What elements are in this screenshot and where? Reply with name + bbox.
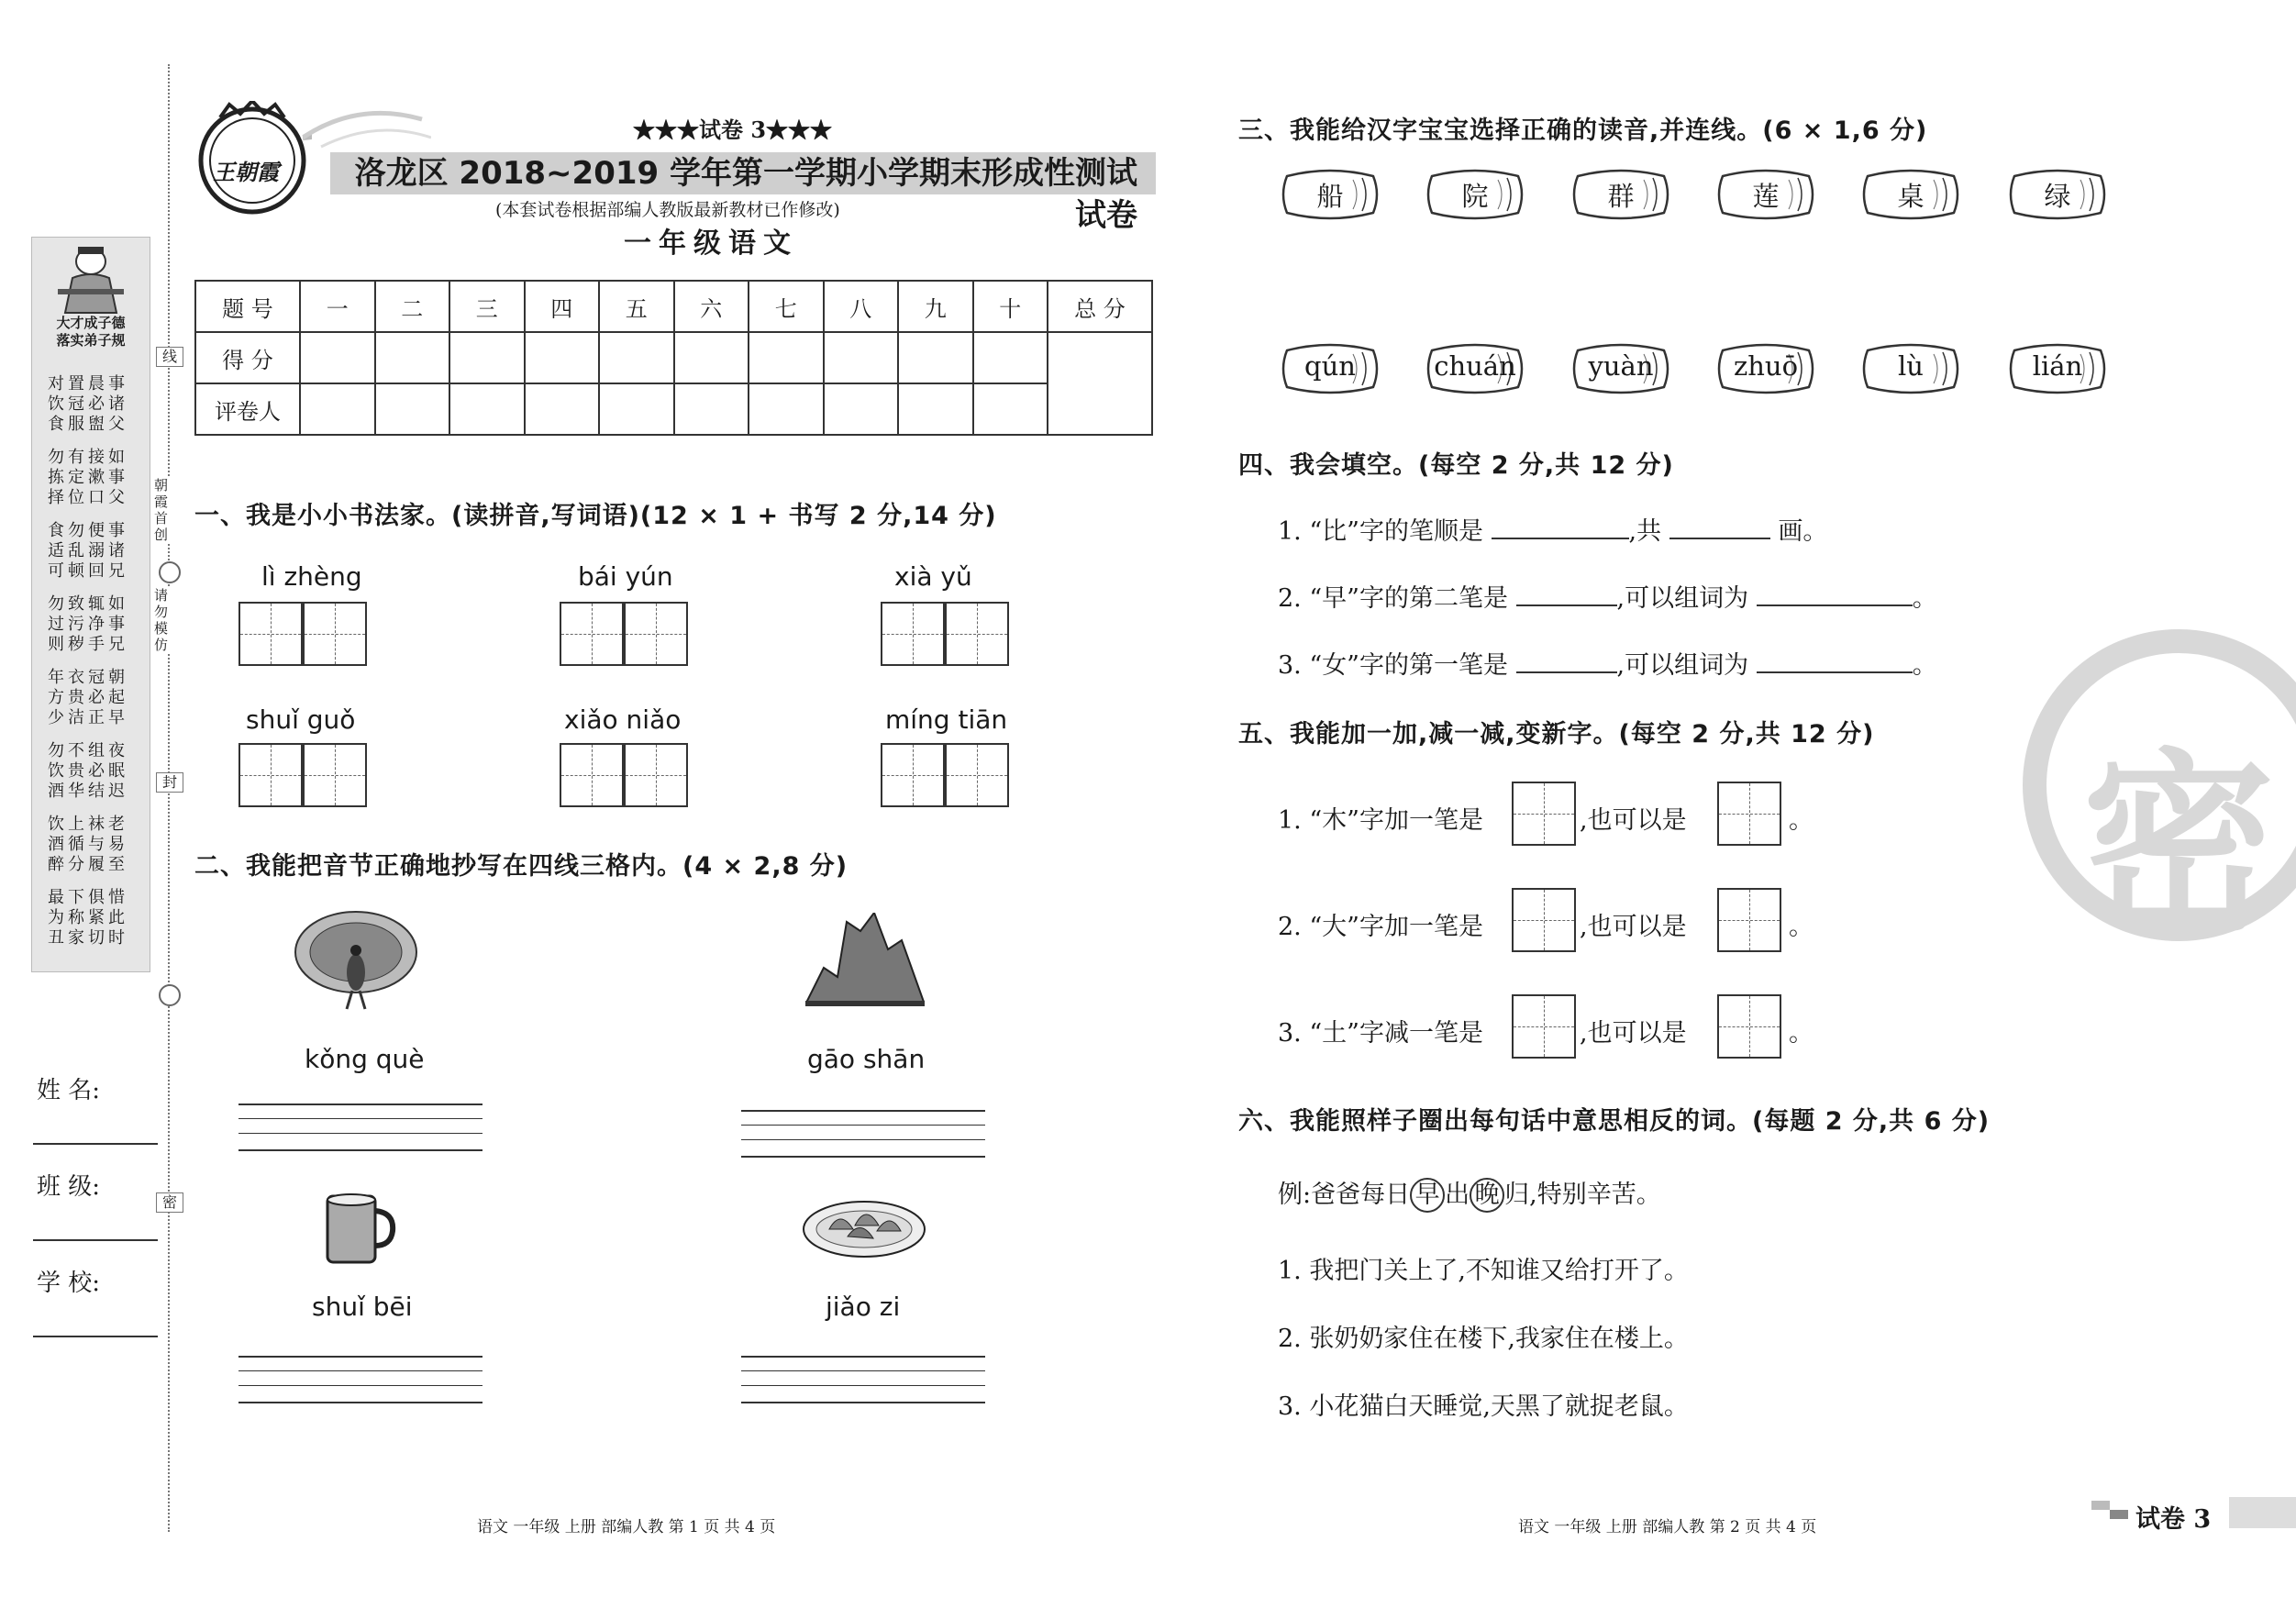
q5-line-1-c: 。 (1789, 806, 1814, 835)
q5-line-2-c: 。 (1789, 913, 1814, 941)
column-header: 三 (449, 281, 525, 332)
row-header: 题 号 (195, 281, 300, 332)
q2-heading: 二、我能把音节正确地抄写在四线三格内。(4 × 2,8 分) (194, 852, 849, 881)
q5-line-1-b: ,也可以是 (1580, 806, 1687, 835)
column-header: 四 (525, 281, 600, 332)
paper-number: ★★★试卷 3★★★ (633, 116, 833, 143)
poem-line: 食勿便事 (48, 521, 128, 540)
binding-hole-icon (159, 984, 181, 1006)
answer-blank[interactable] (1757, 604, 1913, 606)
pinyin-pillow-label: zhuō (1733, 350, 1799, 382)
answer-grid[interactable] (1717, 994, 1781, 1059)
writing-grid[interactable] (238, 602, 303, 666)
writing-grid[interactable] (238, 743, 303, 807)
four-line-grid[interactable] (238, 1103, 482, 1151)
poem-line: 饮上袜老 (48, 815, 128, 834)
pinyin-pillow[interactable] (1860, 338, 1961, 400)
pinyin-pillow-label: chuán (1434, 350, 1516, 382)
column-header: 六 (674, 281, 749, 332)
row-header: 评卷人 (195, 383, 300, 435)
column-header: 九 (898, 281, 973, 332)
school-field[interactable] (33, 1336, 158, 1337)
q5-line-2-b: ,也可以是 (1580, 913, 1687, 941)
class-field[interactable] (33, 1239, 158, 1241)
seal-text: 密 (2081, 732, 2275, 957)
q5-line-3-b: ,也可以是 (1580, 1019, 1687, 1048)
writing-grid[interactable] (945, 602, 1009, 666)
grader-cell[interactable] (525, 383, 600, 435)
table-row (195, 332, 1152, 383)
column-header: 七 (749, 281, 824, 332)
poem-line: 过污净事 (48, 615, 128, 634)
writing-grid[interactable] (624, 602, 688, 666)
q1-pinyin: lì zhèng (261, 561, 362, 592)
column-header: 五 (599, 281, 674, 332)
q2-pinyin: gāo shān (807, 1044, 926, 1074)
writing-grid[interactable] (945, 743, 1009, 807)
pinyin-pillow-label: yuàn (1588, 350, 1654, 382)
q4-line-1: 1. “比”字的笔顺是 ,共 画。 (1278, 517, 1828, 546)
q6-sentence[interactable]: 1. 我把门关上了,不知谁又给打开了。 (1278, 1257, 1689, 1285)
answer-grid[interactable] (1717, 888, 1781, 952)
column-header: 一 (300, 281, 375, 332)
writing-grid[interactable] (881, 602, 945, 666)
poem-line: 对置晨事 (48, 374, 128, 394)
q5-line-3-a: 3. “土”字减一笔是 (1278, 1019, 1483, 1048)
pinyin-pillow[interactable] (1715, 338, 1816, 400)
q6-sentence[interactable]: 3. 小花猫白天睡觉,天黑了就捉老鼠。 (1278, 1392, 1689, 1421)
score-cell[interactable] (375, 332, 450, 383)
score-cell[interactable] (599, 332, 674, 383)
grader-cell[interactable] (449, 383, 525, 435)
poem-line: 食服盥父 (48, 415, 128, 434)
score-cell[interactable] (525, 332, 600, 383)
class-label: 班 级: (37, 1173, 101, 1201)
q4-line-2: 2. “早”字的第二笔是 ,可以组词为 。 (1278, 584, 1937, 613)
writing-grid[interactable] (624, 743, 688, 807)
char-pillow[interactable] (1860, 163, 1961, 226)
answer-grid[interactable] (1512, 782, 1576, 846)
writing-grid[interactable] (303, 743, 367, 807)
pinyin-pillow[interactable] (1570, 338, 1671, 400)
poem-line: 方贵必起 (48, 688, 128, 707)
q6-heading: 六、我能照样子圈出每句话中意思相反的词。(每题 2 分,共 6 分) (1238, 1107, 1991, 1136)
table-row (195, 281, 1152, 332)
pinyin-pillow[interactable] (1280, 338, 1381, 400)
grader-cell[interactable] (599, 383, 674, 435)
q3-heading: 三、我能给汉字宝宝选择正确的读音,并连线。(6 × 1,6 分) (1238, 116, 1928, 145)
q1-pinyin: míng tiān (885, 704, 1008, 735)
poem-line: 勿不组夜 (48, 741, 128, 760)
poem-line: 适乱溺诸 (48, 541, 128, 560)
score-cell[interactable] (824, 332, 899, 383)
tag-decoration-icon (2091, 1501, 2110, 1510)
answer-blank[interactable] (1516, 604, 1617, 606)
q2-pinyin: shuǐ bēi (312, 1292, 413, 1322)
score-cell[interactable] (973, 332, 1048, 383)
poem-line: 拣定漱事 (48, 468, 128, 487)
tag-bar (2229, 1497, 2296, 1528)
peacock-icon (292, 908, 420, 1011)
poem-line: 饮冠必诸 (48, 394, 128, 414)
binding-mark: 线 (156, 347, 183, 367)
four-line-grid[interactable] (238, 1356, 482, 1403)
writing-grid[interactable] (881, 743, 945, 807)
score-table (194, 280, 1153, 436)
poem-line: 酒华结迟 (48, 782, 128, 801)
score-cell[interactable] (674, 332, 749, 383)
binding-hole-icon (159, 561, 181, 583)
char-pillow-label: 绿 (2044, 181, 2071, 212)
q1-pinyin: shuǐ guǒ (246, 704, 356, 735)
char-pillow[interactable] (1425, 163, 1525, 226)
binding-mark: 密 (156, 1192, 183, 1213)
char-pillow-label: 桌 (1897, 181, 1924, 212)
q5-line-2-a: 2. “大”字加一笔是 (1278, 913, 1483, 941)
poem-line: 可顿回兄 (48, 561, 128, 581)
pinyin-pillow-label: lián (2032, 350, 2083, 382)
q6-example: 例:爸爸每日 早 出 晚 归,特别辛苦。 (1278, 1174, 1661, 1213)
answer-grid[interactable] (1512, 994, 1576, 1059)
name-field[interactable] (33, 1143, 158, 1145)
scholar-icon (52, 243, 129, 315)
grader-cell[interactable] (749, 383, 824, 435)
answer-blank[interactable] (1516, 671, 1617, 673)
char-pillow[interactable] (2007, 163, 2108, 226)
binding-copyright: 朝霞首创 (154, 477, 172, 543)
writing-grid[interactable] (560, 743, 624, 807)
q2-pinyin: jiǎo zi (826, 1292, 901, 1322)
dumplings-icon (802, 1191, 926, 1260)
answer-blank[interactable] (1757, 671, 1913, 673)
q1-pinyin: xià yǔ (894, 561, 972, 592)
poem-line: 年衣冠朝 (48, 668, 128, 687)
q4-heading: 四、我会填空。(每空 2 分,共 12 分) (1238, 451, 1674, 480)
poem-line: 丑家切时 (48, 928, 128, 948)
poem-line: 为称紧此 (48, 908, 128, 927)
binding-line (168, 64, 170, 1532)
table-row (195, 383, 1152, 435)
q4-line-3: 3. “女”字的第一笔是 ,可以组词为 。 (1278, 651, 1937, 680)
answer-blank[interactable] (1669, 538, 1770, 539)
char-pillow-label: 船 (1316, 181, 1344, 212)
total-score-cell[interactable] (1048, 332, 1152, 435)
pinyin-pillow[interactable] (2007, 338, 2108, 400)
grader-cell[interactable] (898, 383, 973, 435)
tag-decoration-icon (2110, 1510, 2128, 1519)
column-header: 八 (824, 281, 899, 332)
four-line-grid[interactable] (741, 1110, 985, 1158)
answer-grid[interactable] (1717, 782, 1781, 846)
exam-title: 洛龙区 2018~2019 学年第一学期小学期末形成性测试试卷 (330, 152, 1156, 194)
poem-line: 勿致辄如 (48, 594, 128, 614)
char-pillow[interactable] (1715, 163, 1816, 226)
char-pillow[interactable] (1570, 163, 1671, 226)
score-cell[interactable] (300, 332, 375, 383)
answer-blank[interactable] (1492, 538, 1629, 539)
poem-line: 则秽手兄 (48, 635, 128, 654)
school-label: 学 校: (37, 1270, 101, 1297)
mountain-icon (805, 913, 925, 1009)
page-footer-right: 语文 一年级 上册 部编人教 第 2 页 共 4 页 (1518, 1518, 1817, 1536)
char-pillow-label: 群 (1607, 181, 1635, 212)
subject-title: 一年级语文 (624, 227, 798, 260)
poem-line: 勿有接如 (48, 448, 128, 467)
writing-grid[interactable] (560, 602, 624, 666)
binding-mark: 封 (156, 772, 183, 793)
poem-line: 饮贵必眠 (48, 761, 128, 781)
q6-sentence[interactable]: 2. 张奶奶家住在楼下,我家住在楼上。 (1278, 1325, 1689, 1353)
q5-line-1-a: 1. “木”字加一笔是 (1278, 806, 1483, 835)
sidebar-poem (48, 374, 139, 961)
char-pillow-label: 院 (1461, 181, 1489, 212)
poem-line: 最下俱惜 (48, 888, 128, 907)
q5-heading: 五、我能加一加,减一减,变新字。(每空 2 分,共 12 分) (1238, 720, 1875, 749)
score-cell[interactable] (898, 332, 973, 383)
ribbon-decoration-icon (303, 101, 431, 156)
pinyin-pillow-label: lù (1898, 350, 1924, 382)
pinyin-pillow[interactable] (1425, 338, 1525, 400)
char-pillow[interactable] (1280, 163, 1381, 226)
column-header: 二 (375, 281, 450, 332)
poem-line: 择位口父 (48, 488, 128, 507)
score-cell[interactable] (449, 332, 525, 383)
confidential-seal-icon (2023, 629, 2296, 957)
poem-line: 醉分履至 (48, 855, 128, 874)
row-header: 得 分 (195, 332, 300, 383)
q1-pinyin: bái yún (578, 561, 673, 592)
binding-warning: 请勿模仿 (154, 587, 172, 653)
grader-cell[interactable] (824, 383, 899, 435)
q1-heading: 一、我是小小书法家。(读拼音,写词语)(12 × 1 + 书写 2 分,14 分) (194, 502, 997, 530)
edition-note: (本套试卷根据部编人教版最新教材已作修改) (495, 200, 840, 220)
poem-line: 少洁正早 (48, 708, 128, 727)
cup-icon (323, 1191, 396, 1266)
column-header: 十 (973, 281, 1048, 332)
score-cell[interactable] (749, 332, 824, 383)
answer-grid[interactable] (1512, 888, 1576, 952)
char-pillow-label: 莲 (1752, 181, 1780, 212)
pinyin-pillow-label: qún (1304, 350, 1356, 382)
name-label: 姓 名: (37, 1077, 101, 1104)
grader-cell[interactable] (973, 383, 1048, 435)
q2-pinyin: kǒng què (305, 1044, 425, 1074)
grader-cell[interactable] (375, 383, 450, 435)
poem-line: 酒循与易 (48, 835, 128, 854)
q1-pinyin: xiǎo niǎo (564, 704, 682, 735)
grader-cell[interactable] (674, 383, 749, 435)
q5-line-3-c: 。 (1789, 1019, 1814, 1048)
four-line-grid[interactable] (741, 1356, 985, 1403)
paper-tag: 试卷 3 (2135, 1505, 2212, 1534)
sidebar-motto: 大才成子德 落实弟子规 (56, 315, 126, 349)
column-header: 总 分 (1048, 281, 1152, 332)
page-footer-left: 语文 一年级 上册 部编人教 第 1 页 共 4 页 (477, 1518, 776, 1536)
logo-text: 王朝霞 (213, 159, 279, 185)
grader-cell[interactable] (300, 383, 375, 435)
writing-grid[interactable] (303, 602, 367, 666)
